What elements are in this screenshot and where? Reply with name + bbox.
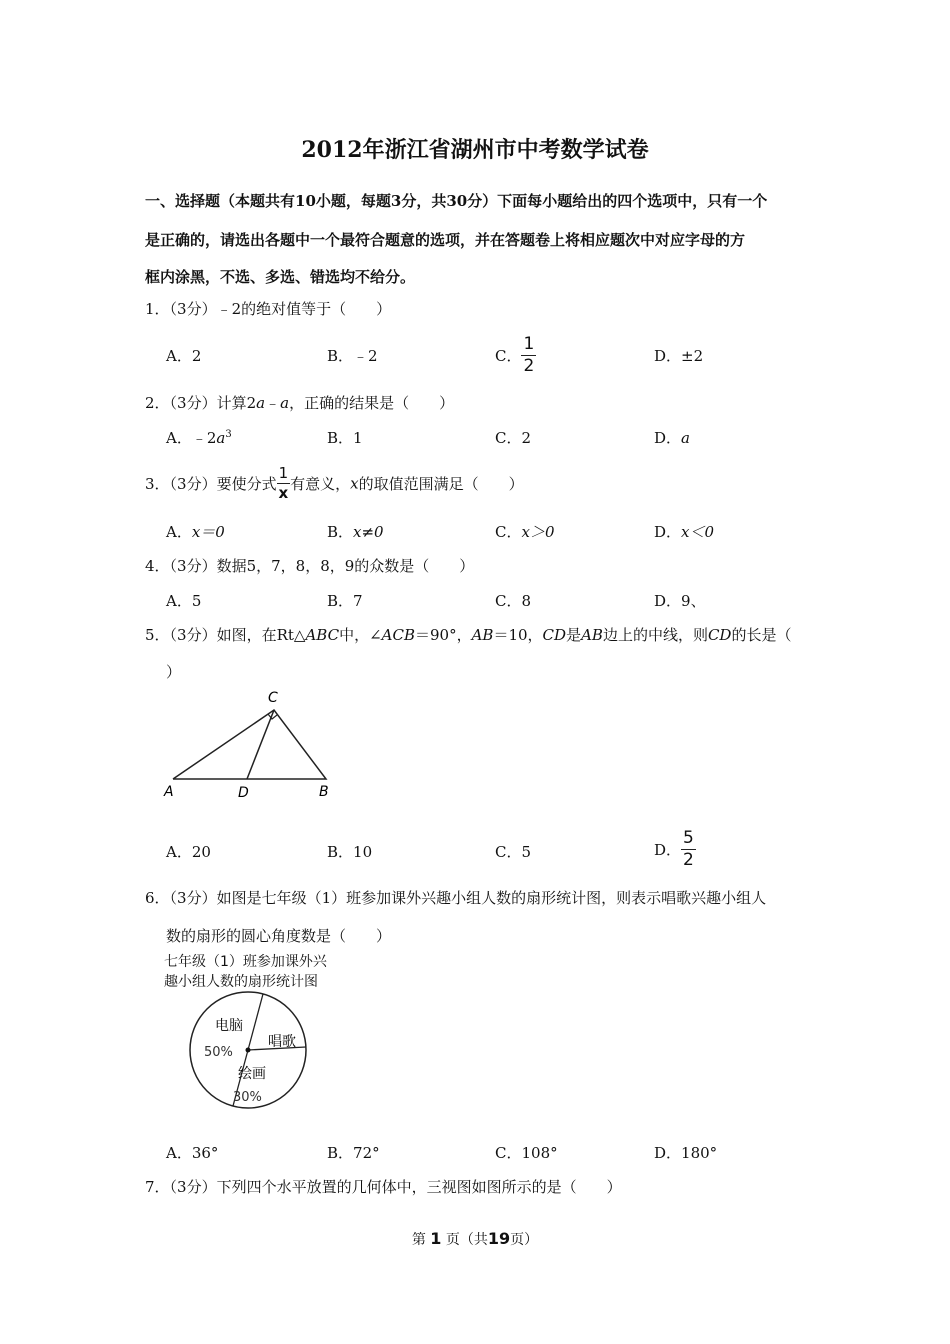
q3-option-a-value: x＝0: [191, 523, 225, 541]
q6-option-a: A．36°: [166, 1144, 219, 1162]
pie-slice-label-singing: 唱歌: [268, 1034, 296, 1050]
q5-ab: AB: [471, 626, 494, 644]
question-6-line1: 6．（3分）如图是七年级（1）班参加课外兴趣小组人数的扇形统计图，则表示唱歌兴趣小组人: [145, 889, 767, 907]
q1-option-c: [495, 336, 536, 375]
q2-option-d-var: a: [681, 429, 690, 447]
q1-option-b: B．﹣2: [327, 347, 378, 365]
pie-chart-title-line1: 七年级（1）班参加课外兴: [164, 954, 327, 970]
q1-option-c-label: C．: [495, 347, 522, 365]
q5-cd2: CD: [707, 626, 732, 644]
question-7: 7．（3分）下列四个水平放置的几何体中，三视图如图所示的是（ ）: [145, 1178, 622, 1196]
q1-fraction: [521, 336, 536, 375]
median-cd: [247, 710, 274, 779]
q3-option-a: [166, 521, 225, 542]
q5-line2: ）: [166, 663, 182, 681]
q1-option-d: D．±2: [654, 347, 704, 365]
q5-option-b: B．10: [327, 843, 373, 861]
question-5: [145, 624, 791, 645]
section-instructions-line3: 框内涂黑，不选、多选、错选均不给分。: [145, 268, 416, 286]
q3-fraction-num: 1: [278, 464, 289, 482]
q4-option-d: D．9、: [654, 592, 706, 610]
q5-text-3: ＝90°，: [415, 626, 472, 644]
q2-text-post: ，正确的结果是（ ）: [289, 394, 455, 412]
triangle-abc: [173, 710, 326, 779]
q2-var1: a: [256, 394, 266, 412]
question-3: [145, 466, 524, 501]
q5-text-2: 中，∠: [339, 626, 382, 644]
q2-text-pre: 2．（3分）计算2: [145, 394, 257, 412]
question-6-line2: 数的扇形的圆心角度数是（ ）: [166, 927, 392, 945]
label-a: A: [164, 784, 174, 800]
q5-text-5: 是: [566, 626, 582, 644]
q3-option-b-value: x≠0: [353, 523, 384, 541]
q1-fraction-num: 1: [523, 334, 535, 354]
q3-option-d-label: D．: [654, 523, 682, 541]
q3-option-b: [327, 521, 384, 542]
section-instructions-line2: 是正确的，请选出各题中一个最符合题意的选项，并在答题卷上将相应题次中对应字母的方: [145, 231, 746, 249]
q6-option-b: B．72°: [327, 1144, 380, 1162]
q5-fraction-num: 5: [683, 828, 694, 848]
q5-cd: CD: [542, 626, 567, 644]
pie-slice-value-painting: 30%: [233, 1090, 262, 1105]
q3-fraction: [277, 466, 291, 501]
q3-text-mid: 有意义，: [290, 475, 351, 493]
q2-option-b: B．1: [327, 429, 363, 447]
footer-post: 页）: [510, 1232, 539, 1248]
q3-option-b-label: B．: [327, 523, 354, 541]
q5-text-4: ＝10，: [493, 626, 543, 644]
q3-option-c-label: C．: [495, 523, 522, 541]
q2-option-a: [166, 427, 232, 448]
q4-option-b: B．7: [327, 592, 363, 610]
pie-slice-label-painting: 绘画: [238, 1066, 266, 1082]
q2-var2: a: [280, 394, 290, 412]
pie-slice-value-computer: 50%: [204, 1045, 233, 1060]
q6-option-d: D．180°: [654, 1144, 718, 1162]
pie-slice-label-computer: 电脑: [215, 1018, 243, 1034]
q5-text-6: 边上的中线，则: [602, 626, 708, 644]
page-title: 2012年浙江省湖州市中考数学试卷: [301, 137, 649, 163]
q3-fraction-den: x: [278, 484, 289, 502]
footer-pre: 第: [411, 1232, 426, 1248]
footer-mid: 页（共: [445, 1232, 488, 1248]
label-c: C: [268, 690, 278, 706]
q5-option-d: [654, 830, 696, 869]
q3-option-c: [495, 521, 555, 542]
q1-option-a: A．2: [166, 347, 202, 365]
q3-text-post: 的取值范围满足（ ）: [358, 475, 524, 493]
q2-text-mid: ﹣: [265, 394, 281, 412]
q5-option-d-label: D．: [654, 841, 682, 859]
q5-ab2: AB: [581, 626, 603, 644]
footer-total-pages: 19: [487, 1229, 511, 1248]
q2-option-c: C．2: [495, 429, 532, 447]
q3-option-d-value: x＜0: [681, 523, 715, 541]
label-d: D: [238, 785, 249, 801]
q5-acb: ACB: [381, 626, 415, 644]
q2-option-a-sup: 3: [225, 429, 232, 440]
q4-option-c: C．8: [495, 592, 532, 610]
q2-option-a-pre: A．﹣2: [166, 429, 217, 447]
question-4: 4．（3分）数据5，7，8，8，9的众数是（ ）: [145, 557, 475, 575]
q3-option-a-label: A．: [166, 523, 192, 541]
label-b: B: [319, 784, 329, 800]
pie-chart-title-line2: 趣小组人数的扇形统计图: [164, 974, 318, 990]
footer-page-number: 1: [430, 1229, 442, 1248]
q5-fraction-den: 2: [683, 850, 694, 870]
q6-option-c: C．108°: [495, 1144, 558, 1162]
page-footer: [0, 1229, 950, 1249]
pie-chart-title: [164, 952, 327, 992]
q5-option-c: C．5: [495, 843, 532, 861]
q2-option-d: [654, 427, 690, 448]
q5-triangle-figure: [158, 684, 338, 804]
q3-option-c-value: x＞0: [521, 523, 555, 541]
question-1: 1．（3分）﹣2的绝对值等于（ ）: [145, 300, 392, 318]
q5-fraction: [681, 830, 696, 869]
q5-text-1: 5．（3分）如图，在Rt△: [145, 626, 306, 644]
q3-text-pre: 3．（3分）要使分式: [145, 475, 277, 493]
q5-abc: ABC: [305, 626, 340, 644]
q5-option-a: A．20: [166, 843, 211, 861]
q6-pie-chart: [180, 990, 320, 1120]
q4-option-a: A．5: [166, 592, 202, 610]
pie-center-dot: [246, 1048, 251, 1053]
question-2: [145, 392, 454, 413]
q3-option-d: [654, 521, 714, 542]
q2-option-d-label: D．: [654, 429, 682, 447]
q5-text-7: 的长是（: [731, 626, 792, 644]
section-instructions-line1: 一、选择题（本题共有10小题，每题3分，共30分）下面每小题给出的四个选项中，只有一个: [145, 192, 768, 210]
q1-fraction-den: 2: [523, 356, 535, 376]
q2-option-a-var: a: [216, 429, 226, 447]
q3-var: x: [350, 474, 359, 493]
